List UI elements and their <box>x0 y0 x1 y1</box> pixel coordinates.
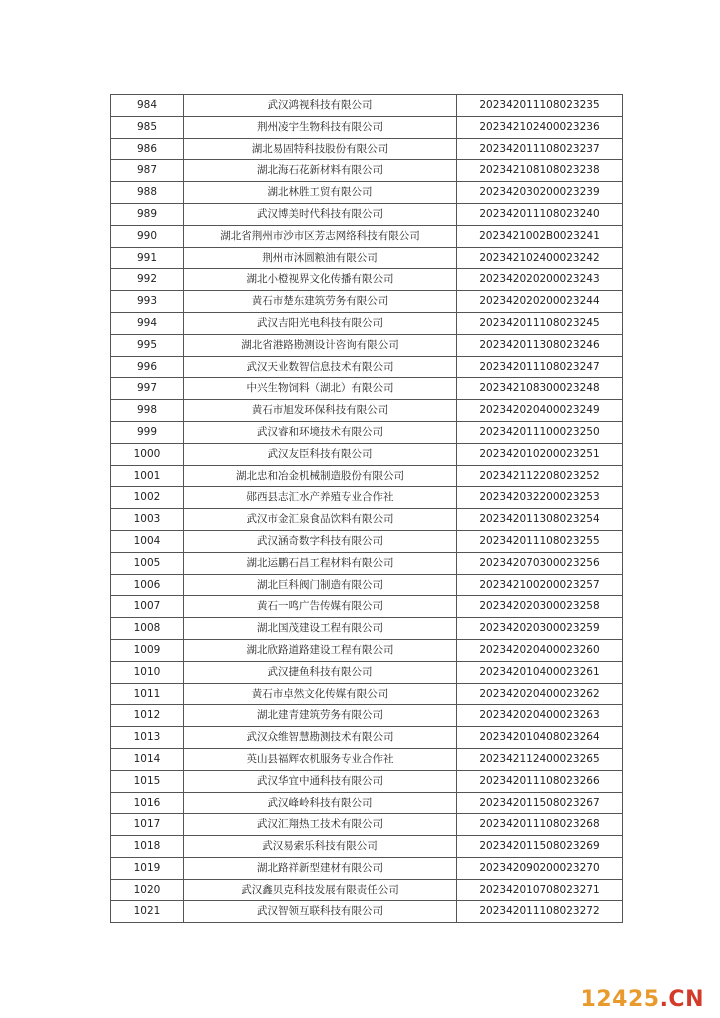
row-number: 999 <box>111 421 184 443</box>
company-name: 湖北省港路勘测设计咨询有限公司 <box>184 334 457 356</box>
site-watermark <box>581 987 704 1012</box>
table-row <box>111 182 623 204</box>
registration-number: 202342010200023251 <box>457 443 623 465</box>
table-row <box>111 225 623 247</box>
company-name: 武汉吉阳光电科技有限公司 <box>184 312 457 334</box>
row-number: 1000 <box>111 443 184 465</box>
registration-number: 202342010708023271 <box>457 879 623 901</box>
registration-number: 202342020400023262 <box>457 683 623 705</box>
table-row <box>111 530 623 552</box>
company-name: 荆州凌宇生物科技有限公司 <box>184 116 457 138</box>
table-row <box>111 618 623 640</box>
registration-number: 202342020300023258 <box>457 596 623 618</box>
row-number: 1004 <box>111 530 184 552</box>
row-number: 991 <box>111 247 184 269</box>
watermark-number: 12425 <box>580 987 660 1012</box>
row-number: 1010 <box>111 661 184 683</box>
registration-number: 202342112208023252 <box>457 465 623 487</box>
registration-number: 202342030200023239 <box>457 182 623 204</box>
registration-number: 202342032200023253 <box>457 487 623 509</box>
company-name: 荆州市沐圆粮油有限公司 <box>184 247 457 269</box>
company-name: 黄石一鸣广告传媒有限公司 <box>184 596 457 618</box>
registration-number: 202342020200023243 <box>457 269 623 291</box>
row-number: 1021 <box>111 901 184 923</box>
registration-number: 202342011108023255 <box>457 530 623 552</box>
company-name: 武汉众维智慧勘测技术有限公司 <box>184 727 457 749</box>
registration-number: 202342020400023263 <box>457 705 623 727</box>
company-name: 湖北运鹏石昌工程材料有限公司 <box>184 552 457 574</box>
table-row <box>111 291 623 313</box>
row-number: 993 <box>111 291 184 313</box>
registration-number: 202342108300023248 <box>457 378 623 400</box>
company-name: 湖北欣路道路建设工程有限公司 <box>184 639 457 661</box>
row-number: 1009 <box>111 639 184 661</box>
row-number: 985 <box>111 116 184 138</box>
registration-number: 2023421002B0023241 <box>457 225 623 247</box>
company-name: 武汉睿和环境技术有限公司 <box>184 421 457 443</box>
table-row <box>111 770 623 792</box>
company-name: 湖北小橙视界文化传播有限公司 <box>184 269 457 291</box>
company-name: 湖北林胜工贸有限公司 <box>184 182 457 204</box>
registration-number: 202342011108023240 <box>457 203 623 225</box>
company-name: 湖北国茂建设工程有限公司 <box>184 618 457 640</box>
company-name: 英山县福辉农机服务专业合作社 <box>184 748 457 770</box>
registration-table <box>110 94 623 923</box>
company-name: 湖北巨科阀门制造有限公司 <box>184 574 457 596</box>
registration-number: 202342020400023260 <box>457 639 623 661</box>
table-row <box>111 705 623 727</box>
registration-number: 202342020200023244 <box>457 291 623 313</box>
registration-number: 202342011508023267 <box>457 792 623 814</box>
row-number: 989 <box>111 203 184 225</box>
registration-number: 202342090200023270 <box>457 857 623 879</box>
table-row <box>111 116 623 138</box>
company-name: 武汉易索乐科技有限公司 <box>184 836 457 858</box>
registration-number: 202342011108023247 <box>457 356 623 378</box>
row-number: 998 <box>111 400 184 422</box>
company-name: 湖北忠和冶金机械制造股份有限公司 <box>184 465 457 487</box>
company-name: 武汉鑫贝克科技发展有限责任公司 <box>184 879 457 901</box>
row-number: 1007 <box>111 596 184 618</box>
company-name: 郧西县志汇水产养殖专业合作社 <box>184 487 457 509</box>
company-name: 武汉博美时代科技有限公司 <box>184 203 457 225</box>
table-row <box>111 552 623 574</box>
company-name: 武汉友臣科技有限公司 <box>184 443 457 465</box>
table-row <box>111 95 623 117</box>
table-row <box>111 661 623 683</box>
row-number: 1011 <box>111 683 184 705</box>
table-row <box>111 378 623 400</box>
registration-number: 202342011108023235 <box>457 95 623 117</box>
company-name: 湖北易固特科技股份有限公司 <box>184 138 457 160</box>
company-name: 武汉天业数智信息技术有限公司 <box>184 356 457 378</box>
company-name: 湖北省荆州市沙市区芳志网络科技有限公司 <box>184 225 457 247</box>
company-name: 武汉市金汇泉食品饮料有限公司 <box>184 509 457 531</box>
row-number: 997 <box>111 378 184 400</box>
row-number: 1008 <box>111 618 184 640</box>
row-number: 1002 <box>111 487 184 509</box>
registration-number: 202342011108023245 <box>457 312 623 334</box>
registration-number: 202342011308023254 <box>457 509 623 531</box>
company-name: 武汉捷鱼科技有限公司 <box>184 661 457 683</box>
table-row <box>111 203 623 225</box>
table-row <box>111 857 623 879</box>
company-name: 湖北海石花新材料有限公司 <box>184 160 457 182</box>
row-number: 996 <box>111 356 184 378</box>
row-number: 1003 <box>111 509 184 531</box>
table-row <box>111 748 623 770</box>
table-row <box>111 814 623 836</box>
company-name: 中兴生物饲料（湖北）有限公司 <box>184 378 457 400</box>
table-row <box>111 312 623 334</box>
company-name: 黄石市楚东建筑劳务有限公司 <box>184 291 457 313</box>
row-number: 990 <box>111 225 184 247</box>
table-row <box>111 596 623 618</box>
row-number: 1019 <box>111 857 184 879</box>
table-row <box>111 574 623 596</box>
registration-number: 202342011108023237 <box>457 138 623 160</box>
company-name: 武汉智领互联科技有限公司 <box>184 901 457 923</box>
registration-number: 202342010408023264 <box>457 727 623 749</box>
row-number: 984 <box>111 95 184 117</box>
table-row <box>111 160 623 182</box>
table-row <box>111 792 623 814</box>
company-name: 黄石市卓然文化传媒有限公司 <box>184 683 457 705</box>
registration-number: 202342011108023266 <box>457 770 623 792</box>
table-row <box>111 269 623 291</box>
registration-number: 202342011508023269 <box>457 836 623 858</box>
row-number: 1018 <box>111 836 184 858</box>
table-row <box>111 836 623 858</box>
table-row <box>111 683 623 705</box>
registration-number: 202342011100023250 <box>457 421 623 443</box>
row-number: 992 <box>111 269 184 291</box>
company-name: 武汉华宜中通科技有限公司 <box>184 770 457 792</box>
table-row <box>111 727 623 749</box>
registration-number: 202342011308023246 <box>457 334 623 356</box>
table-body <box>111 95 623 923</box>
row-number: 995 <box>111 334 184 356</box>
row-number: 1006 <box>111 574 184 596</box>
registration-number: 202342011108023268 <box>457 814 623 836</box>
table-row <box>111 901 623 923</box>
table-row <box>111 421 623 443</box>
table-row <box>111 138 623 160</box>
company-name: 湖北路祥新型建材有限公司 <box>184 857 457 879</box>
row-number: 994 <box>111 312 184 334</box>
registration-number: 202342011108023272 <box>457 901 623 923</box>
table-row <box>111 639 623 661</box>
registration-number: 202342102400023236 <box>457 116 623 138</box>
row-number: 1012 <box>111 705 184 727</box>
row-number: 1014 <box>111 748 184 770</box>
row-number: 1020 <box>111 879 184 901</box>
table-row <box>111 334 623 356</box>
registration-number: 202342112400023265 <box>457 748 623 770</box>
company-name: 黄石市旭发环保科技有限公司 <box>184 400 457 422</box>
row-number: 1001 <box>111 465 184 487</box>
row-number: 988 <box>111 182 184 204</box>
table-row <box>111 509 623 531</box>
table-row <box>111 465 623 487</box>
registration-number: 202342100200023257 <box>457 574 623 596</box>
company-name: 武汉涵奇数字科技有限公司 <box>184 530 457 552</box>
row-number: 986 <box>111 138 184 160</box>
table-row <box>111 443 623 465</box>
registration-number: 202342070300023256 <box>457 552 623 574</box>
row-number: 1015 <box>111 770 184 792</box>
row-number: 1016 <box>111 792 184 814</box>
registration-number: 202342108108023238 <box>457 160 623 182</box>
table-row <box>111 356 623 378</box>
row-number: 987 <box>111 160 184 182</box>
registration-number: 202342020400023249 <box>457 400 623 422</box>
table-row <box>111 487 623 509</box>
registration-number: 202342102400023242 <box>457 247 623 269</box>
company-name: 武汉鸿视科技有限公司 <box>184 95 457 117</box>
company-name: 武汉峰岭科技有限公司 <box>184 792 457 814</box>
table-row <box>111 247 623 269</box>
registration-number: 202342020300023259 <box>457 618 623 640</box>
row-number: 1013 <box>111 727 184 749</box>
table-row <box>111 879 623 901</box>
table-row <box>111 400 623 422</box>
registration-number: 202342010400023261 <box>457 661 623 683</box>
watermark-domain: .CN <box>659 987 704 1012</box>
company-name: 湖北建青建筑劳务有限公司 <box>184 705 457 727</box>
row-number: 1005 <box>111 552 184 574</box>
row-number: 1017 <box>111 814 184 836</box>
company-name: 武汉汇翔热工技术有限公司 <box>184 814 457 836</box>
